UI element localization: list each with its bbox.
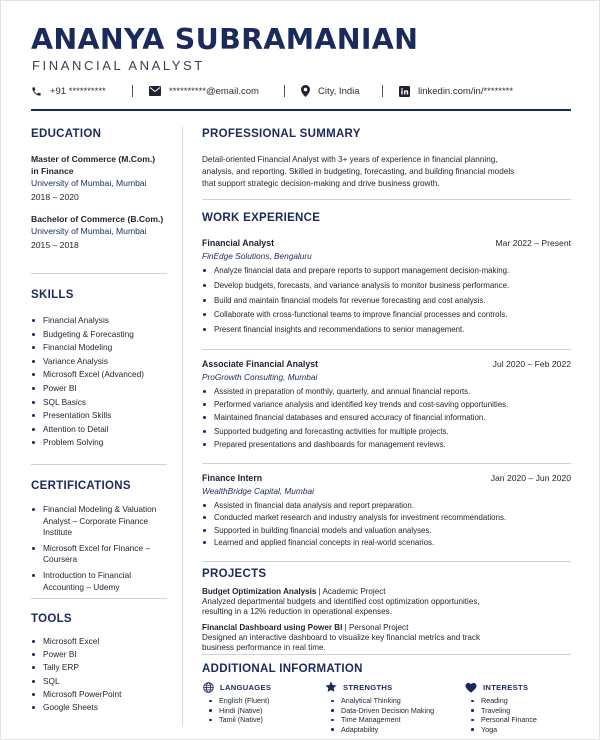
contact-divider	[382, 85, 383, 97]
header-rule	[31, 109, 571, 111]
strengths-heading	[325, 681, 445, 693]
list-item: Microsoft PowerPoint	[31, 688, 167, 701]
job-entry	[202, 238, 571, 339]
education-item	[31, 153, 167, 203]
list-item	[31, 504, 167, 539]
candidate-role: FINANCIAL ANALYST	[32, 58, 205, 73]
list-item: Time Management	[325, 715, 445, 725]
list-item: English (Fluent)	[203, 696, 323, 706]
project-title: Financial Dashboard using Power BI	[202, 623, 343, 632]
linkedin-icon	[399, 86, 410, 97]
education-years: 2015 – 2018	[31, 240, 79, 250]
section-divider	[202, 654, 571, 655]
column-divider	[182, 127, 183, 727]
list-item: Conducted market research and industry analysis for investment recommendations.	[202, 512, 571, 524]
strengths-block	[325, 681, 445, 734]
projects-heading: PROJECTS	[202, 568, 267, 580]
education-section	[31, 128, 167, 251]
cert-line: Accounting – Udemy	[43, 581, 120, 592]
project-title: Budget Optimization Analysis	[202, 587, 317, 596]
list-item: Microsoft Excel	[31, 635, 167, 648]
job-company: ProGrowth Consulting, Mumbai	[202, 372, 318, 382]
list-item: Collaborate with cross-functional teams to improve financial processes and controls.	[202, 309, 571, 324]
list-item: Learned and applied financial concepts in real-world scenarios.	[202, 537, 571, 549]
degree-title: Bachelor of Commerce (B.Com.)	[31, 214, 164, 224]
cert-line: Institute	[43, 527, 73, 538]
summary-line: analysis, and reporting. Skilled in budgeting, forecasting, and building financial models	[202, 167, 515, 176]
cert-line: Introduction to Financial	[43, 569, 132, 580]
phone-text: +91 **********	[50, 85, 106, 97]
job-title: Financial Analyst	[202, 238, 275, 248]
institution: University of Mumbai, Mumbai	[31, 226, 147, 236]
list-item: Presentation Skills	[31, 409, 167, 423]
contact-phone	[31, 84, 106, 98]
list-item: Financial Modeling	[31, 341, 167, 355]
languages-block	[203, 681, 323, 725]
interests-block	[465, 681, 585, 734]
tools-heading: TOOLS	[31, 613, 72, 625]
heart-icon	[465, 682, 477, 693]
project-type: Personal Project	[348, 623, 409, 632]
job-entry	[202, 359, 571, 452]
job-header	[202, 359, 571, 371]
cert-line: Financial Modeling & Valuation	[43, 504, 157, 514]
institution: University of Mumbai, Mumbai	[31, 178, 147, 188]
additional-heading: ADDITIONAL INFORMATION	[202, 663, 363, 675]
cert-line: Microsoft Excel for Finance –	[43, 542, 150, 553]
languages-list	[203, 696, 323, 725]
list-item: Develop budgets, forecasts, and variance analysis to monitor business performance.	[202, 280, 571, 295]
strengths-label: STRENGTHS	[343, 682, 393, 692]
certifications-list	[31, 504, 167, 593]
skills-heading: SKILLS	[31, 289, 74, 301]
interests-list	[465, 696, 585, 734]
job-company: FinEdge Solutions, Bengaluru	[202, 251, 312, 261]
list-item: Assisted in financial data analysis and report preparation.	[202, 500, 571, 512]
cert-line: Coursera	[43, 554, 78, 565]
section-divider	[31, 464, 167, 465]
list-item: Performed variance analysis and identified key trends and cost-saving opportunities.	[202, 399, 571, 412]
education-heading: EDUCATION	[31, 128, 102, 140]
tools-section	[31, 613, 167, 714]
education-years: 2018 – 2020	[31, 192, 79, 202]
summary-text	[202, 154, 571, 190]
list-item: Build and maintain financial models for revenue forecasting and cost analysis.	[202, 295, 571, 310]
section-divider	[202, 463, 571, 464]
list-item: Assisted in preparation of monthly, quarterly, and annual financial reports.	[202, 386, 571, 399]
job-dates: Jan 2020 – Jun 2020	[490, 473, 571, 483]
candidate-name: ANANYA SUBRAMANIAN	[31, 23, 419, 56]
certifications-section	[31, 480, 167, 597]
list-item: Hindi (Native)	[203, 706, 323, 716]
project-description: business performance in real time.	[202, 643, 326, 652]
job-entry	[202, 473, 571, 550]
envelope-icon	[149, 86, 161, 96]
list-item: Tally ERP	[31, 661, 167, 674]
project-separator: |	[342, 623, 349, 632]
contact-email	[149, 84, 259, 98]
list-item: SQL	[31, 675, 167, 688]
list-item: Yoga	[465, 725, 585, 735]
job-bullets	[202, 500, 571, 550]
cert-line: Analyst – Corporate Finance	[43, 515, 149, 526]
section-divider	[202, 349, 571, 350]
job-title: Finance Intern	[202, 473, 263, 483]
interests-heading	[465, 681, 585, 693]
contact-linkedin[interactable]	[399, 84, 513, 98]
projects-section	[202, 568, 571, 653]
list-item: Analytical Thinking	[325, 696, 445, 706]
list-item: Traveling	[465, 706, 585, 716]
job-company: WealthBridge Capital, Mumbai	[202, 486, 314, 496]
list-item: Reading	[465, 696, 585, 706]
list-item: Data-Driven Decision Making	[325, 706, 445, 716]
list-item: Power BI	[31, 648, 167, 661]
location-text: City, India	[318, 85, 360, 97]
linkedin-text[interactable]: linkedin.com/in/********	[418, 85, 514, 97]
degree-title: Master of Commerce (M.Com.)	[31, 154, 156, 164]
summary-section	[202, 128, 571, 190]
list-item: Supported in building financial models and valuation analyses.	[202, 525, 571, 537]
list-item: Google Sheets	[31, 701, 167, 714]
list-item: Prepared presentations and dashboards for management reviews.	[202, 439, 571, 452]
education-item	[31, 213, 167, 251]
summary-line: that support strategic decision-making and drive business growth.	[202, 179, 440, 188]
strengths-list	[325, 696, 445, 734]
job-dates: Mar 2022 – Present	[495, 238, 571, 248]
job-dates: Jul 2020 – Feb 2022	[492, 359, 571, 369]
summary-heading: PROFESSIONAL SUMMARY	[202, 128, 361, 140]
summary-line: Detail-oriented Financial Analyst with 3+ years of experience in financial planning,	[202, 155, 498, 164]
phone-icon	[31, 86, 42, 97]
globe-icon	[203, 682, 214, 693]
interests-label: INTERESTS	[483, 682, 529, 692]
contact-divider	[132, 85, 133, 97]
section-divider	[31, 273, 167, 274]
job-bullets	[202, 265, 571, 339]
project-type: Academic Project	[322, 587, 386, 596]
list-item: Financial Analysis	[31, 314, 167, 328]
project-item	[202, 622, 571, 653]
list-item: Variance Analysis	[31, 355, 167, 369]
list-item: Power BI	[31, 382, 167, 396]
list-item	[31, 570, 167, 593]
map-pin-icon	[301, 85, 310, 97]
email-text: **********@email.com	[169, 85, 259, 97]
project-description: Analyzed departmental budgets and identified cost optimization opportunities,	[202, 597, 480, 606]
languages-heading	[203, 681, 323, 693]
list-item: Microsoft Excel (Advanced)	[31, 368, 167, 382]
skills-list	[31, 314, 167, 450]
list-item: Attention to Detail	[31, 423, 167, 437]
list-item	[31, 543, 167, 566]
certifications-heading: CERTIFICATIONS	[31, 480, 131, 492]
experience-heading: WORK EXPERIENCE	[202, 212, 321, 224]
section-divider	[202, 199, 571, 200]
list-item: Supported budgeting and forecasting activities for multiple projects.	[202, 426, 571, 439]
list-item: Budgeting & Forecasting	[31, 328, 167, 342]
degree-title: in Finance	[31, 166, 74, 176]
list-item: Present financial insights and recommendations to senior management.	[202, 324, 571, 339]
tools-list	[31, 635, 167, 714]
list-item: Personal Finance	[465, 715, 585, 725]
section-divider	[31, 598, 167, 599]
project-separator: |	[316, 587, 323, 596]
job-title: Associate Financial Analyst	[202, 359, 319, 369]
job-header	[202, 473, 571, 485]
additional-section	[202, 663, 571, 675]
list-item: Analyze financial data and prepare reports to support management decision-making.	[202, 265, 571, 280]
list-item: SQL Basics	[31, 396, 167, 410]
star-icon	[325, 681, 337, 693]
job-bullets	[202, 386, 571, 452]
contact-divider	[284, 85, 285, 97]
contact-bar	[31, 84, 576, 98]
job-header	[202, 238, 571, 250]
languages-label: LANGUAGES	[220, 682, 272, 692]
project-item	[202, 586, 571, 617]
project-description: resulting in a 12% reduction in operational expenses.	[202, 607, 392, 616]
experience-section	[202, 212, 571, 224]
list-item: Problem Solving	[31, 436, 167, 450]
list-item: Adaptability	[325, 725, 445, 735]
skills-section	[31, 289, 167, 450]
list-item: Tamil (Native)	[203, 715, 323, 725]
section-divider	[202, 561, 571, 562]
list-item: Maintained financial databases and ensured accuracy of financial information.	[202, 412, 571, 425]
project-description: Designed an interactive dashboard to visualize key financial metrics and track	[202, 633, 481, 642]
contact-location	[301, 84, 360, 98]
